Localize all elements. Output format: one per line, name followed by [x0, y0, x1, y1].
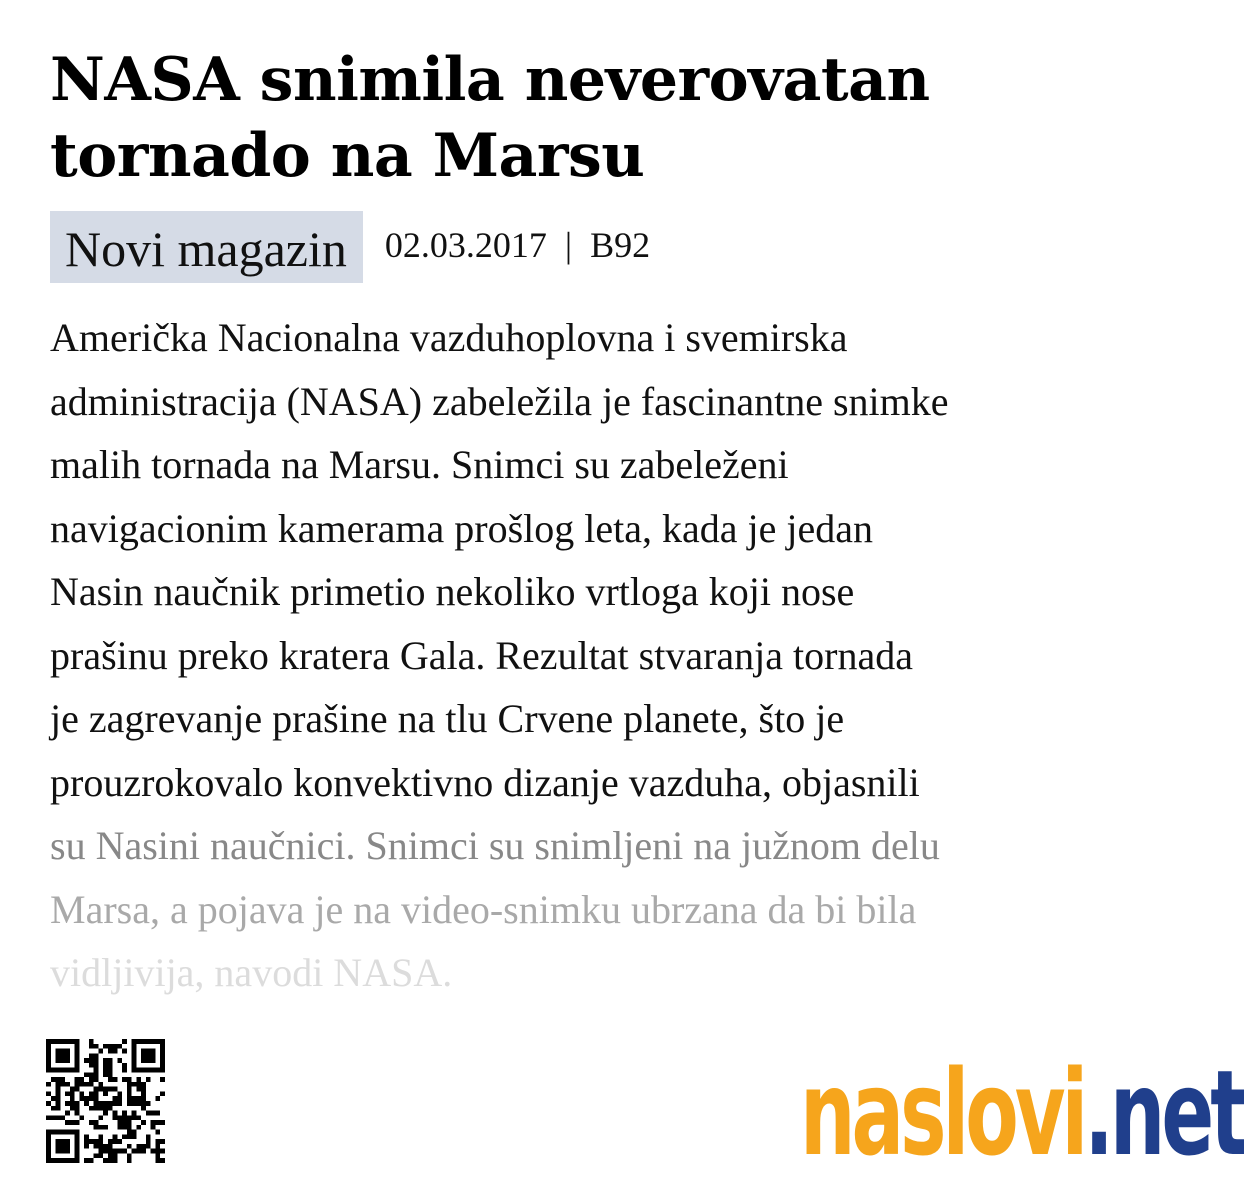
article-meta [50, 211, 650, 283]
site-logo[interactable] [800, 1044, 1244, 1182]
article-meta-info [385, 225, 650, 265]
article-body-line: su Nasini naučnici. Snimci su snimljeni na južnom delu [50, 823, 940, 868]
article-body-line: navigacionim kamerama prošlog leta, kada je jedan [50, 505, 874, 551]
article-body [50, 306, 1165, 1005]
article-body-line: prouzrokovalo konvektivno dizanje vazduha, objasnili [50, 759, 920, 805]
article-body-line: prašinu preko kratera Gala. Rezultat stvaranja tornada [50, 632, 913, 678]
article-date: 02.03.2017 [384, 225, 547, 265]
article-body-line: je zagrevanje prašine na tlu Crvene planete, što je [50, 696, 845, 741]
article-agency: B92 [590, 225, 651, 265]
article-body-line: vidljivija, navodi NASA. [50, 950, 453, 995]
article-body-line: Američka Nacionalna vazduhoplovna i svemirska [50, 315, 848, 360]
logo-naslovi: naslovi [800, 1044, 1085, 1182]
article-body-line: administracija (NASA) zabeležila je fascinantne snimke [50, 378, 949, 424]
article-body-line: malih tornada na Marsu. Snimci su zabeleženi [50, 442, 789, 487]
source-badge[interactable]: Novi magazin [50, 211, 363, 283]
qr-code-icon[interactable] [46, 1039, 165, 1163]
article-headline[interactable]: NASA snimila neverovatan tornado na Marsu [50, 45, 930, 191]
meta-separator: | [564, 225, 573, 265]
article-body-line: Nasin naučnik primetio nekoliko vrtloga koji nose [50, 569, 855, 614]
logo-net: .net [1084, 1044, 1244, 1182]
article-body-line: Marsa, a pojava je na video-snimku ubrzana da bi bila [50, 886, 917, 932]
